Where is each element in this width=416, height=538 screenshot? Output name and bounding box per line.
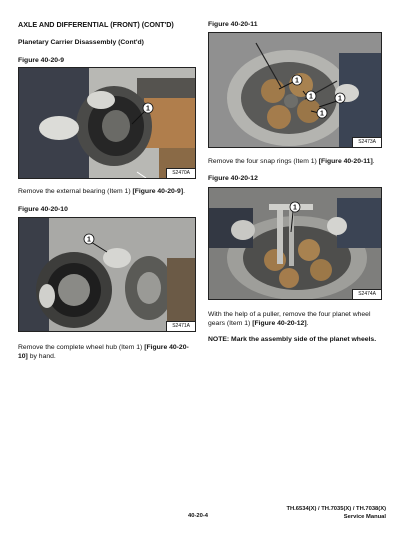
footer-manual: Service Manual: [343, 514, 386, 520]
snap-ring-removal-illustration: [209, 33, 381, 147]
figure-9-photo: [18, 67, 196, 179]
step-11-text: Remove the four snap rings (Item 1) [Figure 40-20-11].: [208, 158, 375, 165]
figure-10-photo: [18, 217, 196, 332]
figure-11-callout-a: 1: [295, 77, 299, 85]
step-9-text: Remove the external bearing (Item 1) [Figure 40-20-9].: [18, 188, 185, 195]
figure-11-label: Figure 40-20-11: [208, 21, 258, 28]
footer-model-info: [286, 505, 386, 521]
figure-9-code: S2470A: [166, 168, 195, 178]
figure-9-callout: 1: [146, 105, 150, 113]
note-text: NOTE: Mark the assembly side of the planet wheels.: [208, 336, 377, 343]
figure-11-callout-d: 1: [320, 110, 324, 118]
figure-11-code: S2473A: [352, 137, 381, 147]
page-number: 40-20-4: [188, 513, 208, 519]
planet-gear-puller-illustration: [209, 188, 381, 299]
figure-10-reference: [Figure 40-20-10]: [18, 344, 189, 360]
bearing-removal-illustration: [19, 68, 195, 178]
figure-9-reference: [Figure 40-20-9]: [132, 188, 184, 195]
step-12-text: With the help of a puller, remove the four planet wheel gears (Item 1) [Figure 40-20-12].: [208, 311, 371, 327]
figure-11-reference: [Figure 40-20-11]: [318, 158, 373, 165]
figure-12-label: Figure 40-20-12: [208, 175, 258, 182]
step-10-text: Remove the complete wheel hub (Item 1) [Figure 40-20-10] by hand.: [18, 344, 189, 360]
figure-12-code: S2474A: [352, 289, 381, 299]
section-title: AXLE AND DIFFERENTIAL (FRONT) (CONT'D): [18, 20, 174, 29]
wheel-hub-removal-illustration: [19, 218, 195, 331]
figure-11-callout-b: 1: [309, 93, 313, 101]
figure-12-reference: [Figure 40-20-12]: [252, 320, 307, 327]
figure-10-code: S2471A: [166, 321, 195, 331]
figure-10-label: Figure 40-20-10: [18, 206, 68, 213]
footer-models: TH.6534(X) / TH.7035(X) / TH.7038(X): [286, 506, 386, 512]
figure-12-photo: [208, 187, 382, 300]
figure-11-callout-c: 1: [338, 95, 342, 103]
figure-12-callout: 1: [293, 204, 297, 212]
figure-9-label: Figure 40-20-9: [18, 57, 65, 64]
subsection-title: Planetary Carrier Disassembly (Cont'd): [18, 39, 144, 46]
figure-11-photo: [208, 32, 382, 148]
figure-10-callout: 1: [87, 236, 91, 244]
